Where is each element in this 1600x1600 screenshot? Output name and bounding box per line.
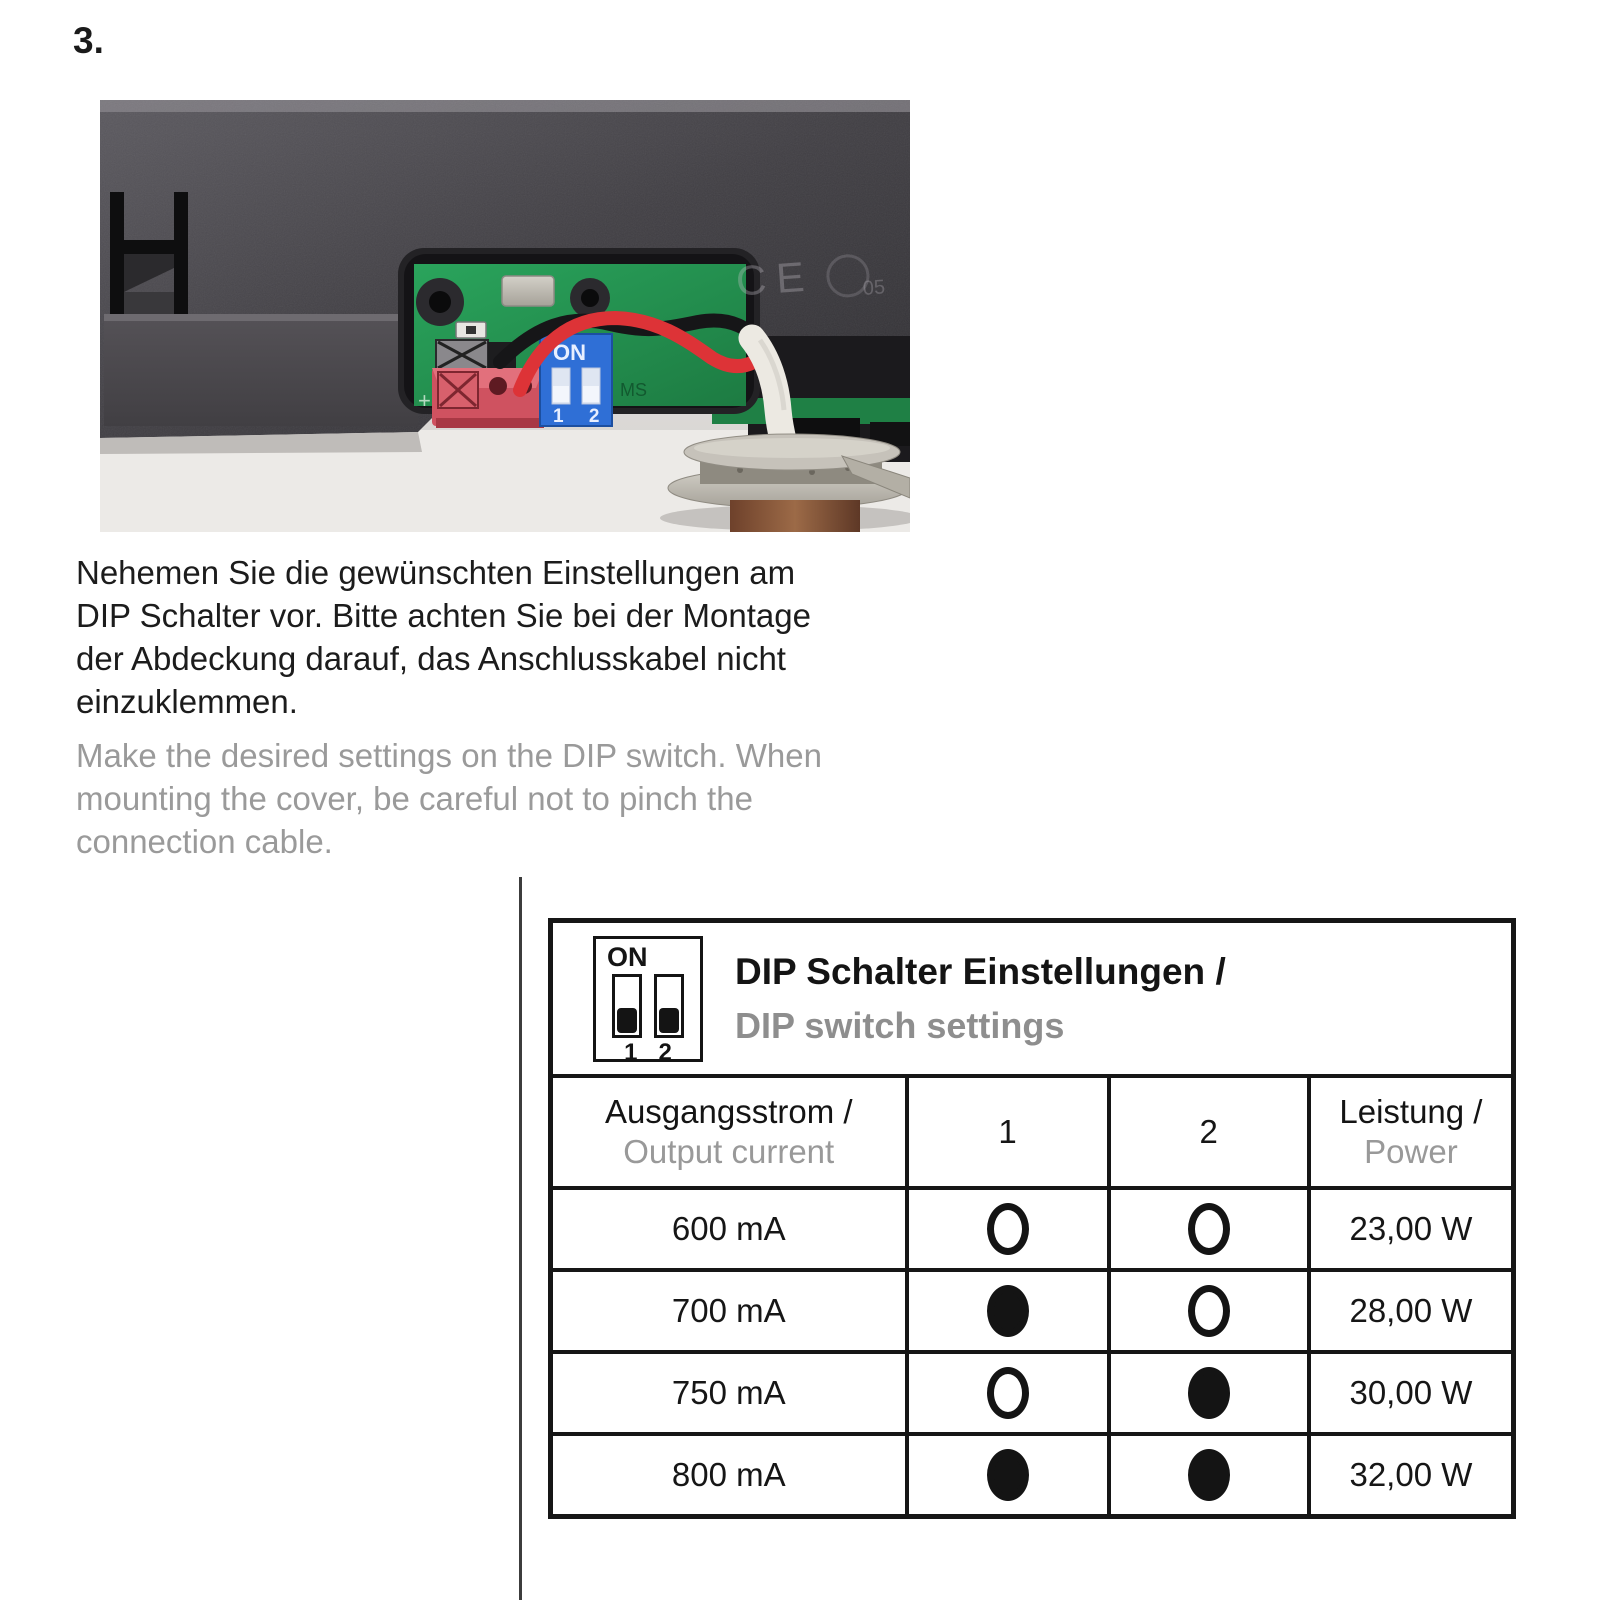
table-row: [553, 1188, 1511, 1270]
dip-settings-table: [548, 918, 1516, 1519]
dip-switch-icon: [593, 936, 703, 1066]
pcb-dip-numbers: 1 2: [553, 406, 610, 427]
settings-grid: [553, 1078, 1511, 1514]
dip2-state: [1188, 1449, 1230, 1501]
metal-component: [502, 276, 554, 306]
col-header-dip1: 1: [907, 1078, 1109, 1188]
dip-icon-num1: 1: [624, 1038, 638, 1066]
pcb-silkscreen-label: MS: [620, 380, 647, 400]
power-value: 32,00 W: [1309, 1434, 1511, 1514]
instructions-german: [76, 551, 811, 723]
german-line: der Abdeckung darauf, das Anschlusskabel nicht: [76, 640, 786, 677]
col-header-current-de: Ausgangsstrom /: [604, 1093, 853, 1130]
table-row: [553, 1434, 1511, 1514]
device-photo: [100, 100, 910, 532]
table-title-english: DIP switch settings: [735, 1004, 1065, 1046]
pcb-dip-on-label: ON: [553, 340, 586, 365]
col-header-power-de: Leistung /: [1339, 1093, 1483, 1130]
german-line: DIP Schalter vor. Bitte achten Sie bei der Montage: [76, 597, 811, 634]
metal-flange: [660, 434, 910, 532]
col-header-current-en: Output current: [623, 1133, 835, 1170]
device-photo-svg: [100, 100, 910, 532]
power-value: 30,00 W: [1309, 1352, 1511, 1434]
english-line: mounting the cover, be careful not to pinch the: [76, 780, 753, 817]
col-header-dip2: 2: [1109, 1078, 1309, 1188]
dip1-state: [987, 1449, 1029, 1501]
dip2-state: [1188, 1285, 1230, 1337]
english-line: connection cable.: [76, 823, 333, 860]
step-number: 3.: [73, 20, 104, 61]
col-header-power: [1309, 1078, 1511, 1188]
power-value: 23,00 W: [1309, 1188, 1511, 1270]
col-header-current: [553, 1078, 907, 1188]
instructions-english: [76, 734, 822, 863]
current-value: 750 mA: [553, 1352, 907, 1434]
section-divider-line: [519, 877, 522, 1600]
table-row: [553, 1352, 1511, 1434]
dip-icon-numbers: [624, 1039, 672, 1067]
table-title-german: DIP Schalter Einstellungen /: [735, 950, 1226, 992]
dip2-state: [1188, 1203, 1230, 1255]
dip-icon-slot-1: [612, 974, 642, 1038]
col-header-power-en: Power: [1364, 1133, 1458, 1170]
dip-icon-slot-2: [654, 974, 684, 1038]
header-row: [553, 1078, 1511, 1188]
current-value: 800 mA: [553, 1434, 907, 1514]
table-title-row: [553, 923, 1511, 1078]
copper-shaft: [730, 500, 860, 532]
svg-text:CE: CE: [734, 252, 816, 305]
dip-icon-slots: [612, 974, 684, 1038]
english-line: Make the desired settings on the DIP switch. When: [76, 737, 822, 774]
dip1-state: [987, 1367, 1029, 1419]
current-value: 600 mA: [553, 1188, 907, 1270]
german-line: einzuklemmen.: [76, 683, 298, 720]
current-value: 700 mA: [553, 1270, 907, 1352]
dip2-state: [1188, 1367, 1230, 1419]
cert-mark-05: 05: [862, 276, 886, 300]
dip-icon-on-label: ON: [607, 941, 648, 972]
power-value: 28,00 W: [1309, 1270, 1511, 1352]
dip-icon-num2: 2: [658, 1038, 672, 1066]
dip1-state: [987, 1285, 1029, 1337]
dip1-state: [987, 1203, 1029, 1255]
german-line: Nehemen Sie die gewünschten Einstellungen am: [76, 554, 796, 591]
pcb-plus-mark: +: [418, 388, 431, 413]
table-row: [553, 1270, 1511, 1352]
